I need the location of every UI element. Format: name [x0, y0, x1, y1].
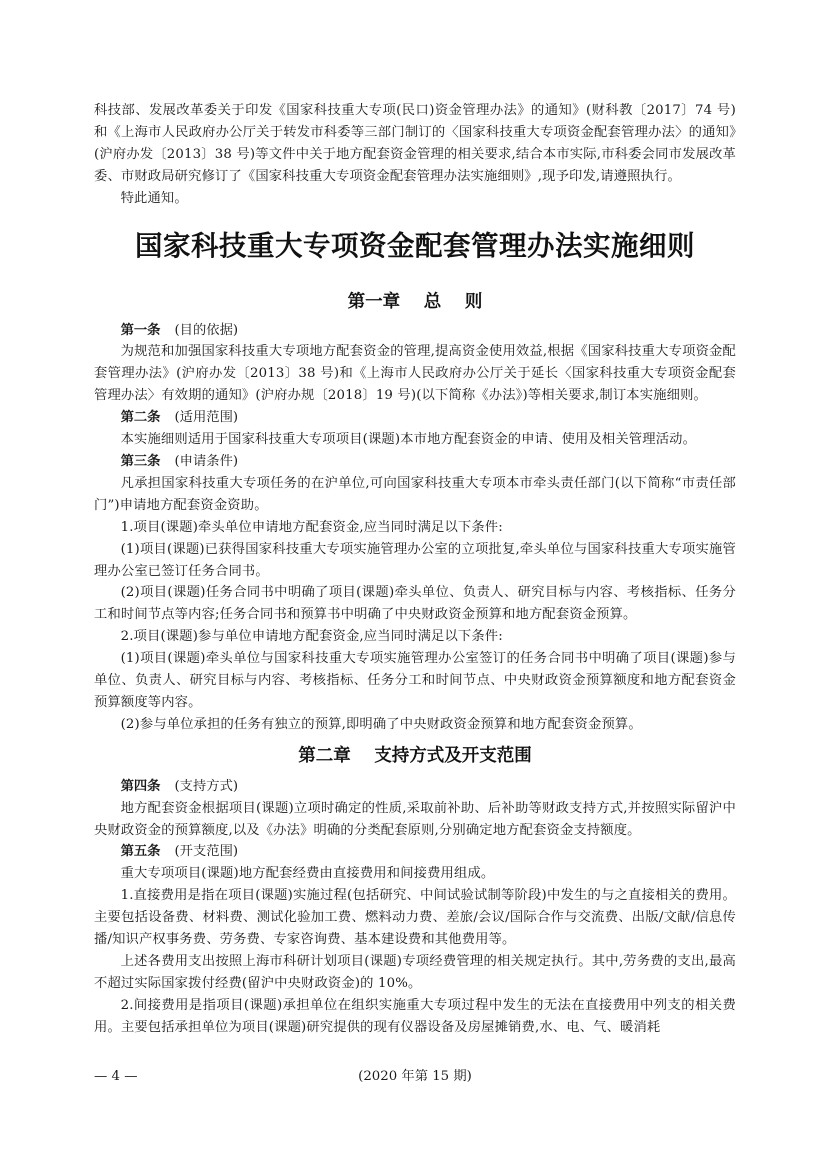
page-footer: [94, 1066, 736, 1088]
article-5-item-1-note: 上述各费用支出按照上海市科研计划项目(课题)专项经费管理的相关规定执行。其中,劳务费的支出,最高不超过实际国家拨付经费(留沪中央财政资金)的 10%。: [94, 954, 736, 991]
article-2-topic: (适用范围): [174, 410, 239, 426]
article-5-heading: [94, 841, 736, 863]
article-5-text: 重大专项项目(课题)地方配套经费由直接费用和间接费用组成。: [120, 866, 495, 882]
issue-label: (2020 年第 15 期): [358, 1069, 472, 1084]
article-5-topic: (开支范围): [174, 844, 239, 860]
article-3-number: 第三条: [120, 453, 161, 469]
article-2-heading: [94, 407, 736, 429]
article-4-topic: (支持方式): [174, 778, 239, 794]
article-5-item-2: 2.间接费用是指项目(课题)承担单位在组织实施重大专项过程中发生的无法在直接费用中列支的相关费用。主要包括承担单位为项目(课题)研究提供的现有仪器设备及房屋摊销费,水、电、气、暖消耗: [94, 997, 736, 1035]
article-5-number: 第五条: [120, 844, 161, 860]
article-1-heading: [94, 320, 736, 342]
chapter-2-title: 第二章 支持方式及开支范围: [298, 745, 532, 766]
article-3-item-1: 1.项目(课题)牵头单位申请地方配套资金,应当同时满足以下条件:: [120, 519, 503, 535]
article-2-text: 本实施细则适用于国家科技重大专项项目(课题)本市地方配套资金的申请、使用及相关管理活动。: [120, 432, 697, 448]
page-number: — 4 —: [94, 1069, 138, 1084]
document-body: [94, 100, 736, 1039]
article-4-text: 地方配套资金根据项目(课题)立项时确定的性质,采取前补助、后补助等财政支持方式,并按照实际留沪中央财政资金的预算额度,以及《办法》明确的分类配套原则,分别确定地方配套资金支持额度。: [94, 800, 736, 838]
article-3-item-2: 2.项目(课题)参与单位申请地方配套资金,应当同时满足以下条件:: [120, 629, 503, 645]
article-3-text: 凡承担国家科技重大专项任务的在沪单位,可向国家科技重大专项本市牵头责任部门(以下简称“市责任部门”)申请地方配套资金资助。: [94, 475, 736, 513]
document-title: 国家科技重大专项资金配套管理办法实施细则: [135, 229, 695, 262]
article-5-item-1: 1.直接费用是指在项目(课题)实施过程(包括研究、中间试验试制等阶段)中发生的与之直接相关的费用。主要包括设备费、材料费、测试化验加工费、燃料动力费、差旅/会议/国际合作与交流费、出版/文献/信息传播/知识产权事务费、劳务费、专家咨询费、基本建设费和其他费用等。: [94, 888, 736, 948]
article-3-item-1-1: (1)项目(课题)已获得国家科技重大专项实施管理办公室的立项批复,牵头单位与国家科技重大专项实施管理办公室已签订任务合同书。: [94, 541, 736, 579]
article-2-number: 第二条: [120, 410, 161, 426]
chapter-1-title: 第一章 总 则: [347, 291, 483, 312]
article-3-item-2-1: (1)项目(课题)牵头单位与国家科技重大专项实施管理办公室签订的任务合同书中明确了项目(课题)参与单位、负责人、研究目标与内容、考核指标、任务分工和时间节点、中央财政资金预算额度和地方配套资金预算额度等内容。: [94, 651, 736, 710]
article-4-number: 第四条: [120, 778, 161, 794]
article-4-heading: [94, 776, 736, 798]
article-1-text: 为规范和加强国家科技重大专项地方配套资金的管理,提高资金使用效益,根据《国家科技重大专项资金配套管理办法》(沪府办发〔2013〕38 号)和《上海市人民政府办公厅关于延长〈国家科技重大专项资金配套管理办法〉有效期的通知》(沪府办规〔2018〕19 号)(以下简称《办法》)等相关要求,制订本实施细则。: [94, 344, 736, 404]
article-3-topic: (申请条件): [174, 453, 239, 469]
intro-closing: 特此通知。: [120, 190, 188, 206]
article-3-item-2-2: (2)参与单位承担的任务有独立的预算,即明确了中央财政资金预算和地方配套资金预算。: [120, 716, 642, 732]
article-1-number: 第一条: [120, 322, 161, 338]
article-1-topic: (目的依据): [174, 322, 239, 338]
article-3-heading: [94, 451, 736, 473]
article-3-item-1-2: (2)项目(课题)任务合同书中明确了项目(课题)牵头单位、负责人、研究目标与内容、考核指标、任务分工和时间节点等内容;任务合同书和预算书中明确了中央财政资金预算和地方配套资金预算。: [94, 585, 736, 623]
intro-paragraph: 科技部、发展改革委关于印发《国家科技重大专项(民口)资金管理办法》的通知》(财科教〔2017〕74 号)和《上海市人民政府办公厅关于转发市科委等三部门制订的〈国家科技重大专项资金配套管理办法〉的通知》(沪府办发〔2013〕38 号)等文件中关于地方配套资金管理的相关要求,结合本市实际,市科委会同市发展改革委、市财政局研究修订了《国家科技重大专项资金配套管理办法实施细则》,现予印发,请遵照执行。: [94, 103, 736, 184]
